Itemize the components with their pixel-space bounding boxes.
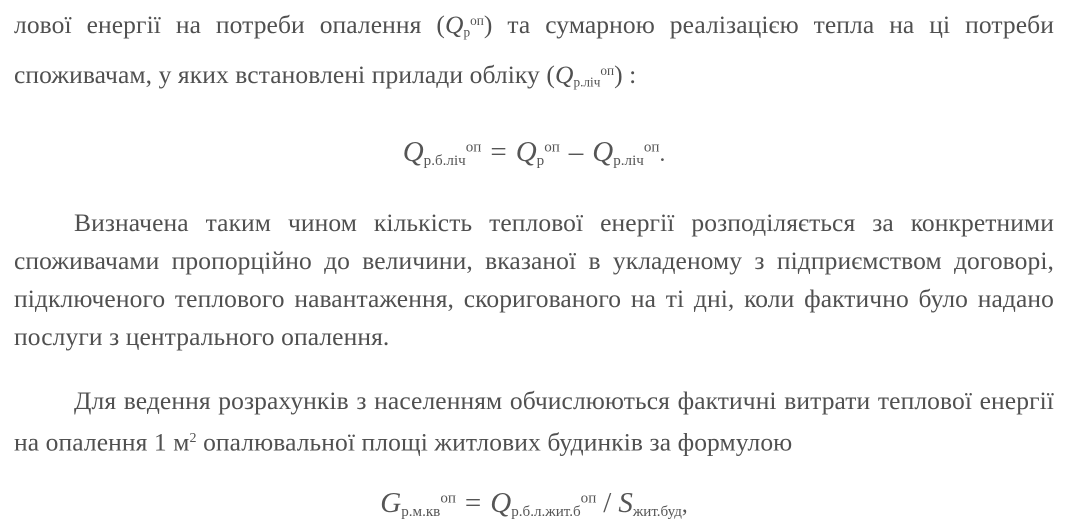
formula-1 <box>14 136 1054 170</box>
paragraph-3-superscript: 2 <box>189 430 197 446</box>
formula-2-term-1: $Q_{р.б.л.жит.б}^{оп}$ <box>490 486 597 520</box>
formula-1-left-term: $Q_{р.б.ліч}^{оп}$ <box>402 135 482 170</box>
formula-1-equals: = <box>490 135 507 168</box>
paragraph-1-text-3: ) : <box>614 60 637 90</box>
paragraph-3-text-2: опалювальної площі житлових будинків за формулою <box>196 427 793 457</box>
paragraph-3 <box>14 382 1054 462</box>
paragraph-1-text-1: лової енергії на потреби опалення ( <box>14 10 445 40</box>
paragraph-1-text-2: ) та сумарною реалізацією тепла на ці потреби споживачам, у яких встановлені прилади обліку ( <box>14 10 1054 90</box>
paragraph-3-text-1: Для ведення розрахунків з населенням обчислюються фактичні витрати теплової енергії на опалення 1 м <box>14 385 1054 457</box>
formula-2-term-2: $S_{жит.буд}$ <box>618 486 682 520</box>
formula-1-trailing: . <box>659 140 666 167</box>
inline-symbol-q-plich-op: $Q_{р.ліч}^{оп}$ <box>554 60 615 90</box>
inline-symbol-q-p-op: $Q_р^{оп}$ <box>445 10 484 40</box>
formula-1-term-2: $Q_{р.ліч}^{оп}$ <box>592 135 660 170</box>
formula-1-operator: – <box>568 135 584 168</box>
formula-2-equals: = <box>464 486 482 519</box>
formula-1-term-1: $Q_р^{оп}$ <box>515 135 560 170</box>
formula-2-trailing: , <box>681 491 688 518</box>
formula-2-left-term: $G_{р.м.кв}^{оп}$ <box>380 486 456 520</box>
formula-2 <box>14 487 1054 521</box>
paragraph-1 <box>14 0 1054 102</box>
paragraph-2: Визначена таким чином кількість теплової енергії розподіляється за конкретними споживачами пропорційно до величини, вказаної в укладеному з підприємством договорі, підключеного теплового навантаження, скоригованого на ті дні, коли фактично було надано послуги з центрального опалення. <box>14 208 1054 352</box>
formula-2-operator: / <box>603 486 612 519</box>
